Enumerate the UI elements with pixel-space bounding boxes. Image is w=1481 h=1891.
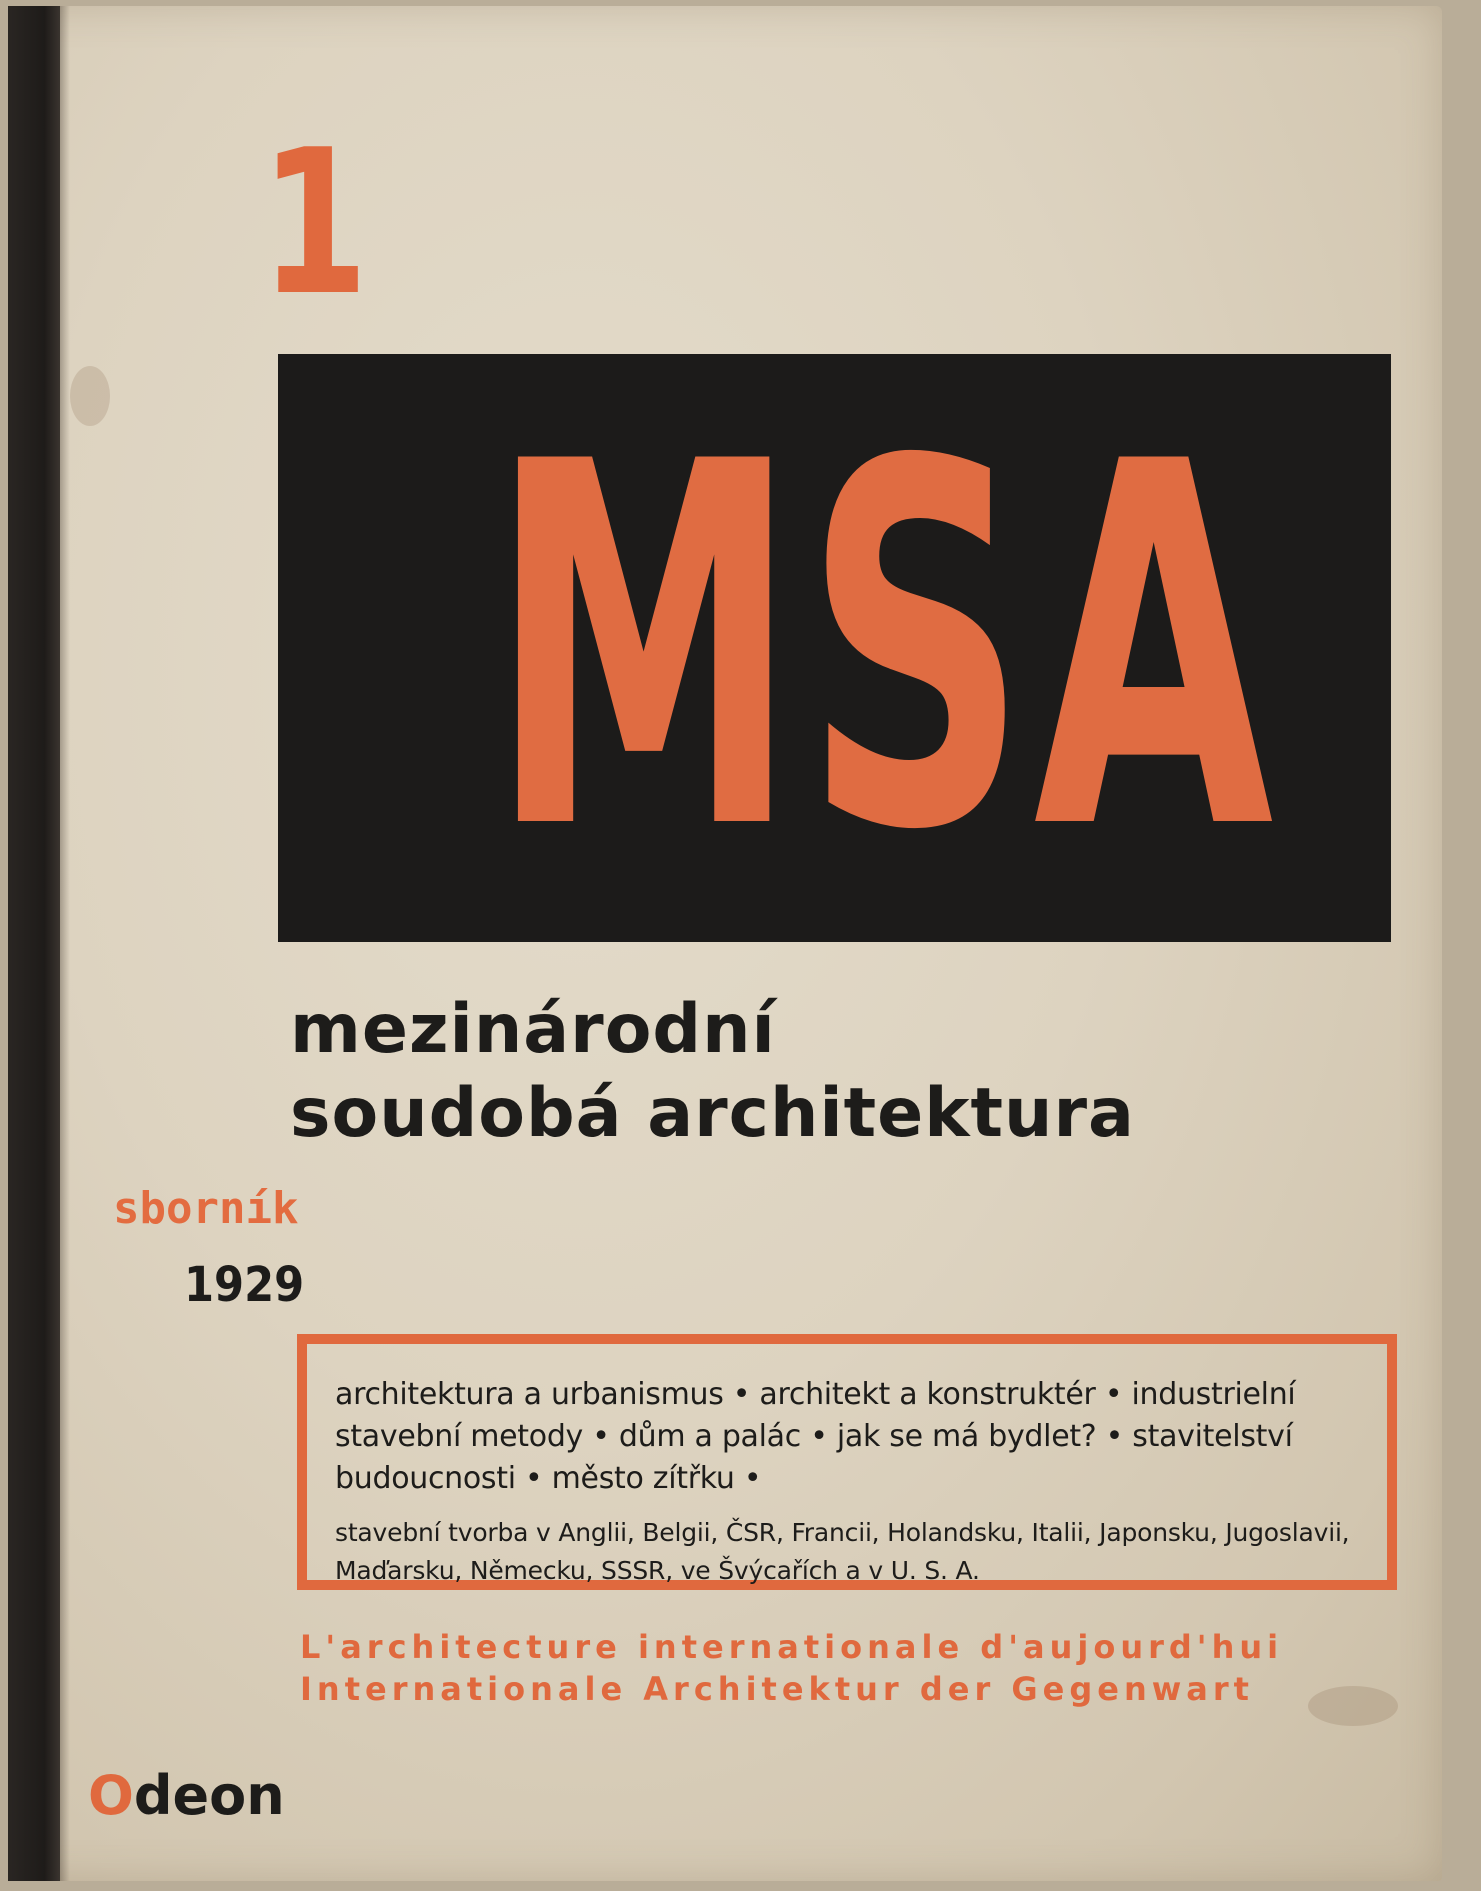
publisher-name (88, 1764, 285, 1828)
publisher-rest: deon (133, 1764, 285, 1827)
countries-list: stavební tvorba v Anglii, Belgii, ČSR, Francii, Holandsku, Italii, Japonsku, Jugoslavii, Maďarsku, Německu, SSSR, ve Švýcařích a v U. S. A. (335, 1518, 1350, 1585)
topics-list: architektura a urbanismus • architekt a konstruktér • industrielní stavební metody • dům a palác • jak se má bydlet? • stavitelství budoucnosti • město zítřku • (335, 1377, 1296, 1496)
title-block (278, 354, 1391, 942)
collection-label: sborník (113, 1183, 299, 1234)
spine-shadow (60, 6, 70, 1881)
paper-stain (70, 366, 110, 426)
publisher-initial: O (88, 1764, 134, 1827)
subtitle-line: mezinárodní (290, 990, 776, 1069)
cover-title: MSA (489, 357, 1280, 939)
book-spine (8, 6, 60, 1881)
issue-number: 1 (260, 107, 369, 340)
foreign-titles (300, 1626, 1400, 1710)
subtitle-line: soudobá architektura (290, 1074, 1135, 1153)
cover-subtitle (290, 988, 1135, 1156)
publication-year: 1929 (184, 1257, 305, 1313)
german-title: Internationale Architektur der Gegenwart (300, 1670, 1254, 1708)
book-cover (8, 6, 1442, 1881)
french-title: L'architecture internationale d'aujourd'hui (300, 1628, 1284, 1666)
topics-box (297, 1334, 1397, 1590)
